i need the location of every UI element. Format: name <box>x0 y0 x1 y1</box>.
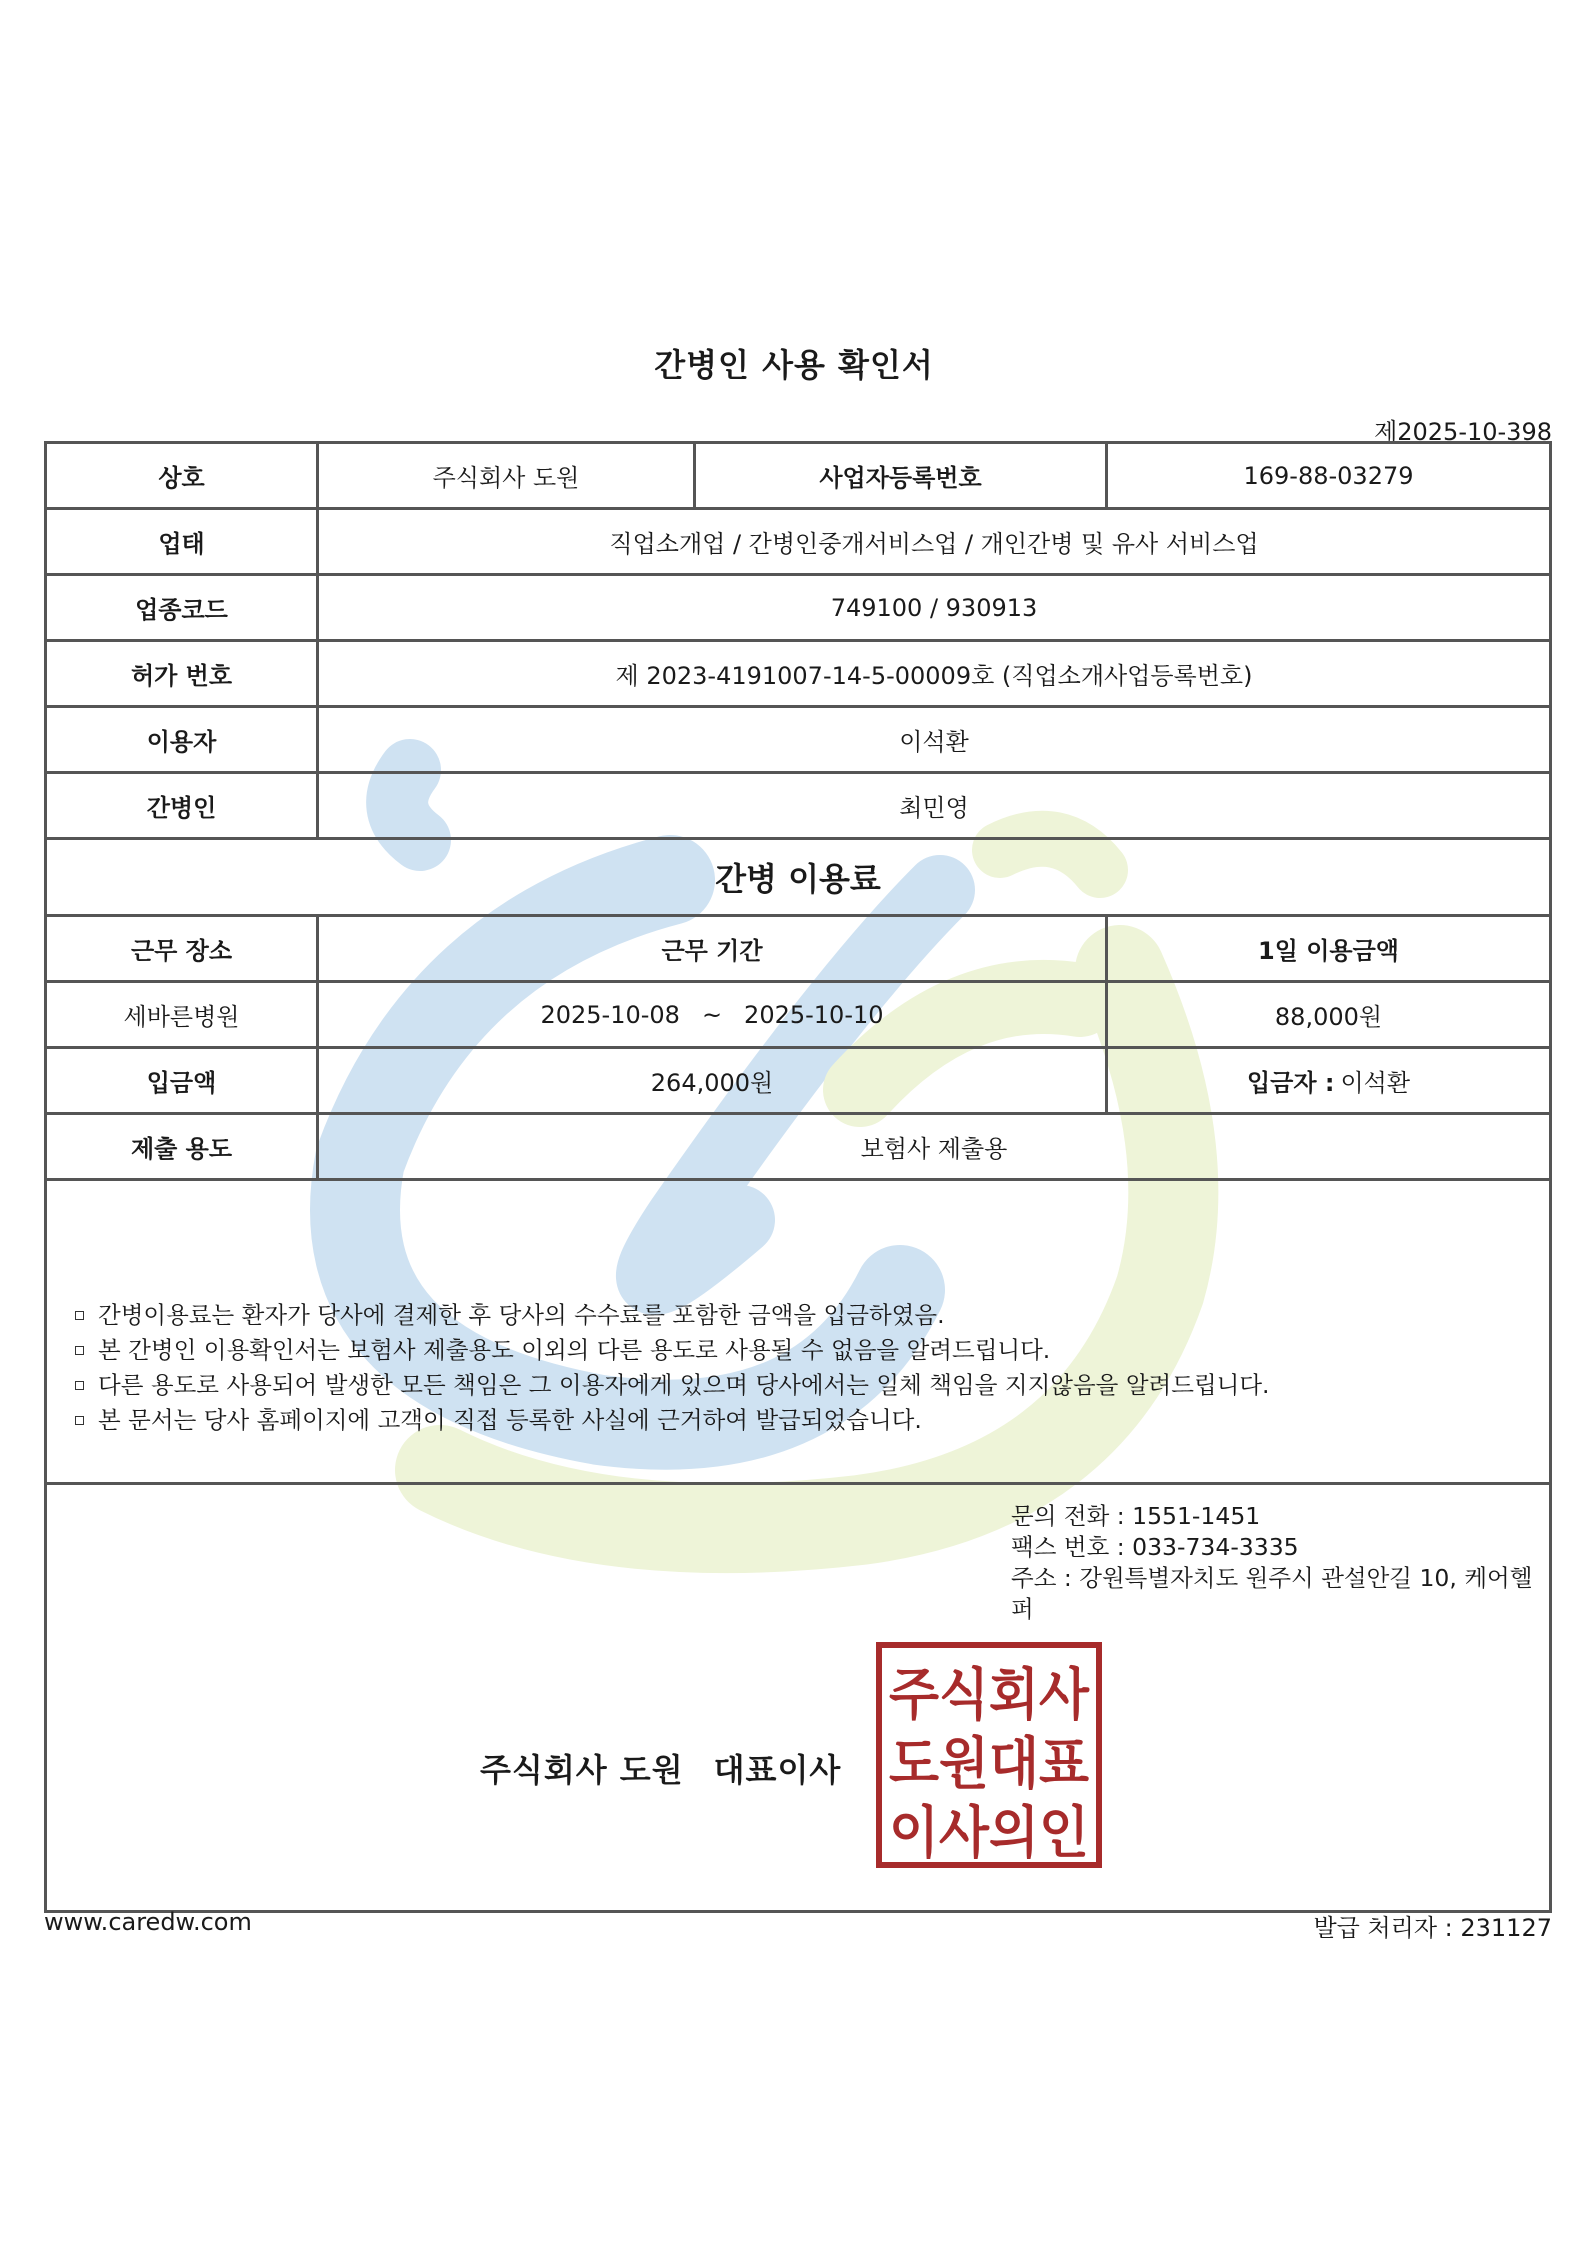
square-bullet-icon <box>75 1381 84 1390</box>
purpose-row <box>47 1115 1549 1181</box>
note-item <box>71 1403 1549 1438</box>
depositor-label: 입금자 : <box>1246 1069 1335 1097</box>
issuer-id: 발급 처리자 : 231127 <box>1313 1914 1552 1942</box>
company-row <box>47 444 1549 510</box>
license-value: 제 2023-4191007-14-5-00009호 (직업소개사업등록번호) <box>615 662 1253 690</box>
depositor-value: 이석환 <box>1340 1069 1411 1097</box>
period-start: 2025-10-08 <box>540 1000 680 1029</box>
deposit-value: 264,000원 <box>319 1049 1108 1112</box>
bizno-label: 사업자등록번호 <box>696 444 1108 507</box>
period-label: 근무 기간 <box>319 917 1108 980</box>
square-bullet-icon <box>75 1311 84 1320</box>
seal-row-3: 이사의인 <box>889 1801 1089 1866</box>
deposit-row <box>47 1049 1549 1115</box>
license-label: 허가 번호 <box>47 642 319 705</box>
note-item <box>71 1333 1549 1368</box>
website-url: www.caredw.com <box>44 1908 252 1936</box>
caregiver-value: 최민영 <box>899 794 969 822</box>
user-label: 이용자 <box>47 708 319 771</box>
industry-code-row <box>47 576 1549 642</box>
signature-company: 주식회사 도원 <box>480 1751 684 1789</box>
contact-phone: 문의 전화 : 1551-1451 <box>1011 1502 1261 1530</box>
square-bullet-icon <box>75 1416 84 1425</box>
note-text: 간병이용료는 환자가 당사에 결제한 후 당사의 수수료를 포함한 금액을 입금하였음. <box>98 1301 945 1329</box>
industry-code-value: 749100 / 930913 <box>830 593 1038 622</box>
square-bullet-icon <box>75 1346 84 1355</box>
purpose-value: 보험사 제출용 <box>860 1135 1008 1163</box>
document-number: 제2025-10-398 <box>1374 418 1552 446</box>
deposit-label: 입금액 <box>47 1049 319 1112</box>
business-type-label: 업태 <box>47 510 319 573</box>
document-title: 간병인 사용 확인서 <box>654 346 934 384</box>
certificate-table <box>44 441 1552 1913</box>
fee-values-row <box>47 983 1549 1049</box>
daily-value: 88,000원 <box>1274 1003 1383 1031</box>
caregiver-label: 간병인 <box>47 774 319 837</box>
daily-label: 1일 이용금액 <box>1258 937 1399 965</box>
fee-section-title: 간병 이용료 <box>715 860 881 898</box>
industry-code-label: 업종코드 <box>47 576 319 639</box>
contact-info <box>1011 1501 1549 1625</box>
company-seal <box>876 1642 1102 1868</box>
seal-row-2: 도원대표 <box>889 1732 1089 1797</box>
signature-title: 대표이사 <box>713 1751 842 1789</box>
notes-section <box>47 1181 1549 1485</box>
place-label: 근무 장소 <box>47 917 319 980</box>
depositor <box>1108 1049 1549 1112</box>
caregiver-row <box>47 774 1549 840</box>
note-item <box>71 1368 1549 1403</box>
note-text: 본 간병인 이용확인서는 보험사 제출용도 이외의 다른 용도로 사용될 수 없음을 알려드립니다. <box>98 1336 1051 1364</box>
note-text: 다른 용도로 사용되어 발생한 모든 책임은 그 이용자에게 있으며 당사에서는 일체 책임을 지지않음을 알려드립니다. <box>98 1371 1270 1399</box>
note-item <box>71 1298 1549 1333</box>
contact-fax: 팩스 번호 : 033-734-3335 <box>1011 1533 1299 1561</box>
place-value: 세바른병원 <box>47 983 319 1046</box>
company-value: 주식회사 도원 <box>319 444 696 507</box>
note-text: 본 문서는 당사 홈페이지에 고객이 직접 등록한 사실에 근거하여 발급되었습니다. <box>98 1406 922 1434</box>
license-row <box>47 642 1549 708</box>
issuer-section <box>47 1485 1549 1910</box>
fee-header-row <box>47 840 1549 917</box>
signature-line <box>480 1745 841 1791</box>
contact-address: 주소 : 강원특별자치도 원주시 관설안길 10, 케어헬퍼 <box>1011 1564 1533 1623</box>
fee-columns-row <box>47 917 1549 983</box>
period-separator: ~ <box>701 1000 723 1029</box>
user-value: 이석환 <box>899 728 969 756</box>
period-end: 2025-10-10 <box>744 1000 884 1029</box>
purpose-label: 제출 용도 <box>47 1115 319 1178</box>
business-type-value: 직업소개업 / 간병인중개서비스업 / 개인간병 및 유사 서비스업 <box>609 530 1259 558</box>
company-label: 상호 <box>47 444 319 507</box>
period-value <box>319 983 1108 1046</box>
business-type-row <box>47 510 1549 576</box>
user-row <box>47 708 1549 774</box>
bizno-value: 169-88-03279 <box>1243 461 1414 490</box>
seal-row-1: 주식회사 <box>889 1663 1090 1728</box>
